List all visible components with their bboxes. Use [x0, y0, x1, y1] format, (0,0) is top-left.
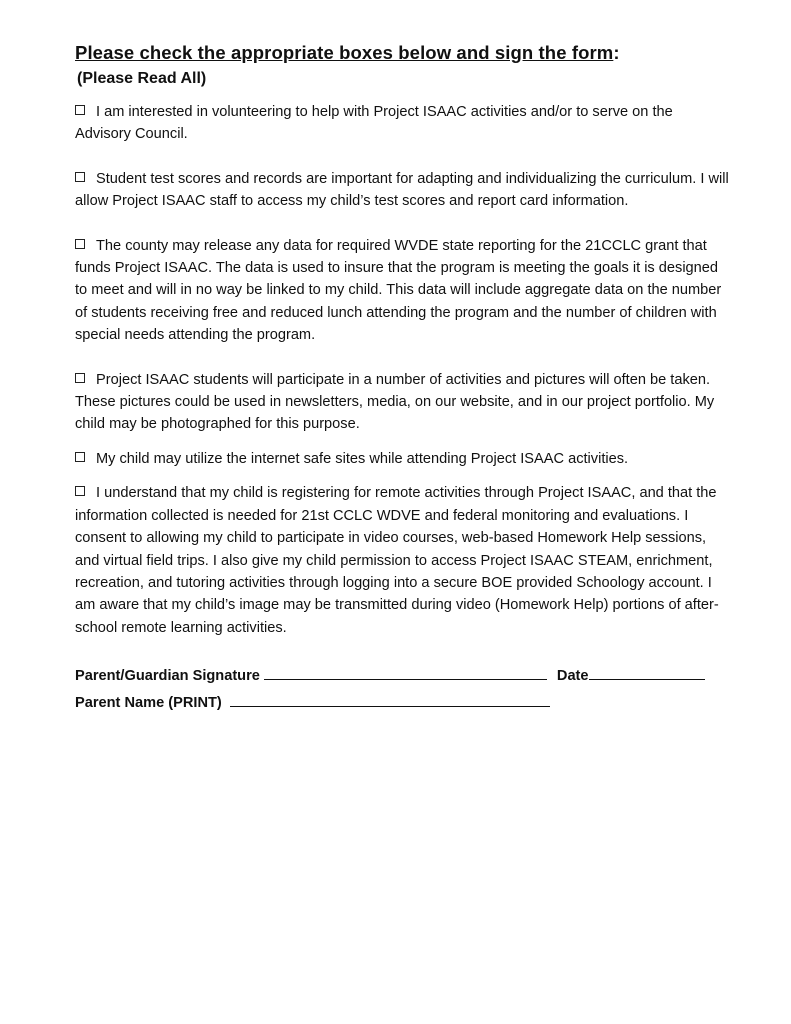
- form-title: [75, 40, 731, 66]
- signature-field[interactable]: [264, 665, 547, 680]
- consent-item-photographs: [75, 369, 731, 436]
- checkbox-remote-activities[interactable]: [75, 486, 85, 496]
- consent-item-text: The county may release any data for required WVDE state reporting for the 21CCLC grant that funds Project ISAAC. The data is used to insure that the program is meeting the goals it is designed to meet and will in no way be linked to my child. This data will include aggregate data on the number of students receiving free and reduced lunch attending the program and the number of children with special needs attending the program.: [75, 237, 722, 344]
- checkbox-photographs[interactable]: [75, 373, 85, 383]
- form-subtitle: (Please Read All): [77, 70, 207, 87]
- consent-item-text: Student test scores and records are important for adapting and individualizing the curriculum. I will allow Project ISAAC staff to access my child’s test scores and report card information.: [75, 170, 729, 210]
- consent-item-internet: [75, 448, 731, 470]
- signature-label: Parent/Guardian Signature: [75, 668, 260, 685]
- consent-item-data-release: [75, 235, 731, 347]
- print-name-field[interactable]: [230, 692, 550, 707]
- consent-item-volunteer: [75, 101, 731, 146]
- date-label: Date: [556, 668, 589, 685]
- date-field[interactable]: [589, 665, 705, 680]
- print-name-label: Parent Name (PRINT): [75, 695, 222, 712]
- consent-items: [75, 101, 731, 639]
- checkbox-test-scores[interactable]: [75, 172, 85, 182]
- consent-item-text: I understand that my child is registering for remote activities through Project ISAAC, and that the information collected is needed for 21st CCLC WDVE and federal monitoring and evaluations. I consent to allowing my child to participate in video courses, web-based Homework Help sessions, and virtual field trips. I also give my child permission to access Project ISAAC STEAM, enrichment, recreation, and tutoring activities through logging into a secure BOE provided Schoology account. I am aware that my child’s image may be transmitted during video (Homework Help) portions of after-school remote learning activities.: [75, 485, 719, 636]
- consent-item-text: I am interested in volunteering to help with Project ISAAC activities and/or to serve on the Advisory Council.: [75, 104, 673, 143]
- form-title-colon: :: [613, 42, 620, 63]
- consent-item-remote-activities: [75, 482, 731, 639]
- consent-item-text: My child may utilize the internet safe sites while attending Project ISAAC activities.: [96, 450, 629, 467]
- signature-row: [75, 663, 731, 690]
- consent-item-test-scores: [75, 168, 731, 213]
- print-name-row: [75, 690, 731, 717]
- checkbox-volunteer[interactable]: [75, 105, 85, 115]
- checkbox-data-release[interactable]: [75, 239, 85, 249]
- consent-item-text: Project ISAAC students will participate in a number of activities and pictures will often be taken. These pictures could be used in newsletters, media, on our website, and in our project portfolio. My child may be photographed for this purpose.: [75, 371, 715, 433]
- signature-section: [75, 663, 731, 717]
- checkbox-internet[interactable]: [75, 452, 85, 462]
- form-title-text: Please check the appropriate boxes below and sign the form: [75, 42, 614, 63]
